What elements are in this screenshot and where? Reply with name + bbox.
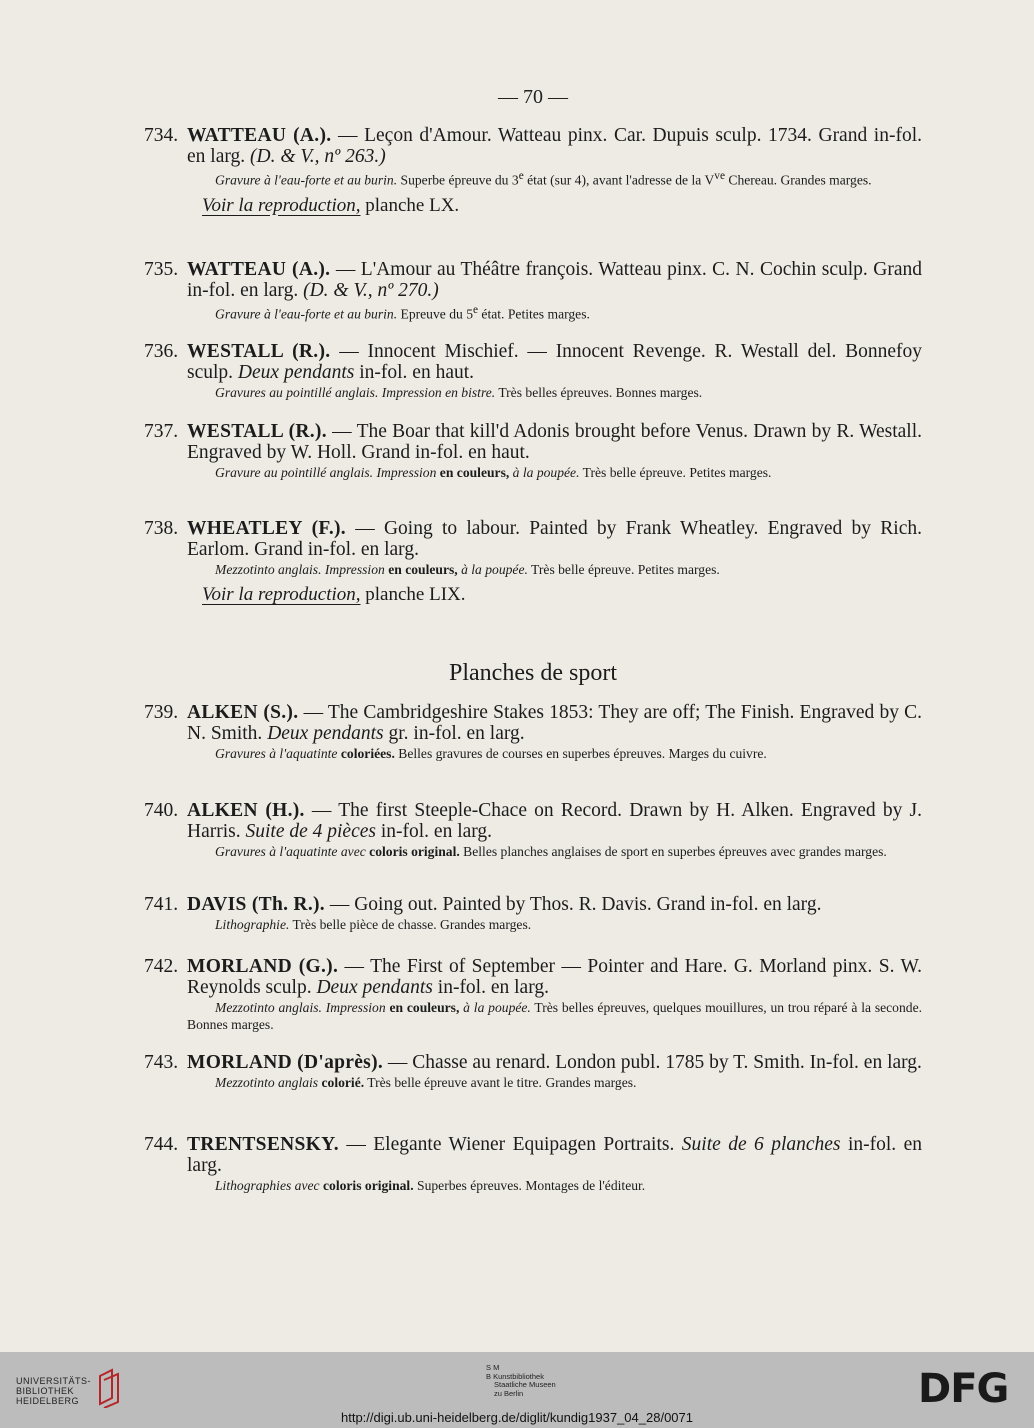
voir-link: Voir la reproduction, (202, 194, 361, 216)
desc-italic: Gravure au pointillé anglais. Impression (215, 465, 437, 480)
entry-heading (144, 956, 922, 998)
entry-heading (144, 1052, 922, 1073)
artist-name: MORLAND (D'après). (187, 1052, 384, 1073)
desc-bold: en couleurs, (385, 1000, 460, 1015)
desc-italic: à la poupée. (509, 465, 580, 480)
entry-title: — Leçon d'Amour. Watteau pinx. Car. Dupuis sculp. 1734. Grand in-fol. en larg. (187, 125, 922, 167)
catalog-entry-734 (144, 125, 922, 217)
entry-format-italic: Suite de 6 planches (681, 1134, 841, 1155)
planche-label: planche LX. (360, 194, 460, 216)
desc-italic: à la poupée. (457, 562, 528, 577)
entry-number: 735. (144, 259, 179, 280)
entry-number: 738. (144, 518, 179, 539)
entry-description (144, 843, 922, 860)
entry-description (144, 561, 922, 578)
desc-italic: Mezzotinto anglais. Impression (215, 1000, 386, 1015)
desc-italic: Gravures à l'aquatinte avec (215, 844, 366, 859)
catalog-entry-737 (144, 421, 922, 481)
entry-heading (144, 702, 922, 744)
catalog-entry-740 (144, 800, 922, 860)
desc-bold: en couleurs, (384, 562, 458, 577)
entry-heading (144, 341, 922, 383)
voir-link: Voir la reproduction, (202, 584, 361, 605)
page-url[interactable]: http://digi.ub.uni-heidelberg.de/diglit/kundig1937_04_28/0071 (340, 1410, 693, 1425)
desc-text: Superbe épreuve du 3 (397, 172, 519, 188)
desc-text: Belles gravures de courses en superbes épreuves. Marges du cuivre. (394, 746, 767, 761)
entry-number: 739. (144, 702, 179, 723)
entry-heading (144, 259, 922, 301)
artist-name: WATTEAU (A.). (187, 125, 332, 146)
book-icon (96, 1368, 122, 1408)
reproduction-ref (144, 195, 922, 217)
desc-italic: Mezzotinto anglais. Impression (215, 562, 385, 577)
desc-text: Très belle pièce de chasse. Grandes marges. (289, 917, 532, 932)
entry-format-italic: Deux pendants (237, 362, 355, 383)
entry-format-italic: Deux pendants (316, 977, 433, 998)
entry-heading (144, 125, 922, 167)
entry-number: 741. (144, 894, 179, 915)
entry-number: 742. (144, 956, 179, 977)
desc-text: état. Petites marges. (478, 306, 590, 322)
desc-bold: coloris original. (319, 1178, 414, 1193)
desc-text: Superbes épreuves. Montages de l'éditeur. (413, 1178, 646, 1193)
desc-text: Epreuve du 5 (397, 306, 473, 322)
catalog-entry-743 (144, 1052, 922, 1091)
entry-number: 743. (144, 1052, 179, 1073)
artist-name: DAVIS (Th. R.). (187, 894, 325, 915)
entry-heading (144, 800, 922, 842)
smb-kunstbibliothek-logo[interactable] (486, 1364, 556, 1398)
entry-title: — Going to labour. Painted by Frank Wheatley. Engraved by Rich. Earlom. Grand in-fol. en larg. (187, 518, 922, 560)
desc-bold: coloris original. (365, 844, 460, 859)
catalog-entry-736 (144, 341, 922, 401)
desc-italic: Mezzotinto anglais (215, 1075, 319, 1090)
entry-reference: (D. & V., nº 263.) (250, 146, 386, 167)
museum-line: zu Berlin (494, 1388, 524, 1398)
desc-text: Belles planches anglaises de sport en superbes épreuves avec grandes marges. (459, 844, 887, 859)
entry-title: — The Boar that kill'd Adonis brought before Venus. Drawn by R. Westall. Engraved by W. Holl. Grand in-fol. en haut. (187, 421, 922, 463)
desc-text: Très belle épreuve avant le titre. Grandes marges. (364, 1075, 637, 1090)
desc-superscript: e (518, 170, 524, 182)
entry-description (144, 302, 922, 323)
section-title: Planches de sport (449, 660, 617, 686)
desc-italic: Gravures à l'aquatinte (215, 746, 338, 761)
desc-italic: Gravure à l'eau-forte et au burin. (215, 306, 398, 322)
entry-description (144, 1074, 922, 1091)
entry-format: in-fol. en larg. (187, 1134, 922, 1176)
entry-title: — L'Amour au Théâtre françois. Watteau pinx. C. N. Cochin sculp. Grand in-fol. en larg. (187, 259, 922, 301)
desc-italic: Gravures au pointillé anglais. Impression en bistre. (215, 385, 496, 400)
catalog-entry-744 (144, 1134, 922, 1194)
entry-number: 744. (144, 1134, 179, 1155)
desc-text: Très belles épreuves. Bonnes marges. (495, 385, 703, 400)
entry-format: gr. in-fol. en larg. (383, 723, 525, 744)
desc-bold: colorié. (318, 1075, 365, 1090)
artist-name: WHEATLEY (F.). (187, 518, 346, 539)
desc-text: Très belles épreuves, quelques mouillures, un trou réparé à la seconde. Bonnes marges. (187, 1000, 923, 1032)
catalog-entry-741 (144, 894, 922, 933)
reproduction-ref (144, 584, 922, 606)
page-number: — 70 — (498, 86, 568, 108)
entry-heading (144, 421, 922, 463)
desc-superscript: e (473, 304, 479, 316)
museum-line: S M (486, 1363, 500, 1372)
entry-heading (144, 894, 922, 915)
entry-format-italic: Suite de 4 pièces (245, 821, 376, 842)
entry-reference: (D. & V., nº 270.) (303, 280, 439, 301)
entry-title: — Innocent Mischief. — Innocent Revenge. R. Westall del. Bonnefoy sculp. (187, 341, 922, 383)
catalog-entry-742 (144, 956, 922, 1033)
catalog-entry-739 (144, 702, 922, 762)
entry-number: 734. (144, 125, 179, 146)
museum-line: B Kunstbibliothek (486, 1371, 544, 1381)
catalog-entry-738 (144, 518, 922, 606)
library-line: HEIDELBERG (16, 1396, 80, 1406)
entry-heading (144, 1134, 922, 1176)
entry-format-italic: Deux pendants (267, 723, 384, 744)
planche-label: planche LIX. (360, 584, 466, 605)
entry-description (144, 1177, 922, 1194)
entry-description (144, 916, 922, 933)
desc-text: Très belle épreuve. Petites marges. (579, 465, 772, 480)
desc-italic: à la poupée. (459, 1000, 531, 1015)
desc-bold: en couleurs, (436, 465, 510, 480)
entry-format: in-fol. en haut. (354, 362, 475, 383)
artist-name: ALKEN (S.). (187, 702, 299, 723)
library-line: UNIVERSITÄTS- (16, 1376, 92, 1386)
artist-name: ALKEN (H.). (187, 800, 305, 821)
desc-text: Chereau. Grandes marges. (724, 172, 872, 188)
library-line: BIBLIOTHEK (16, 1386, 75, 1396)
artist-name: WESTALL (R.). (187, 421, 327, 442)
entry-title: — The first Steeple-Chace on Record. Drawn by H. Alken. Engraved by J. Harris. (187, 800, 922, 842)
desc-text: état (sur 4), avant l'adresse de la V (523, 172, 715, 188)
catalog-entry-735 (144, 259, 922, 323)
desc-text: Très belle épreuve. Petites marges. (527, 562, 720, 577)
entry-description (144, 384, 922, 401)
entry-format: in-fol. en larg. (432, 977, 549, 998)
museum-line: Staatliche Museen (494, 1380, 556, 1389)
entry-title: — Elegante Wiener Equipagen Portraits. (338, 1134, 682, 1155)
entry-description (144, 745, 922, 762)
entry-description (144, 464, 922, 481)
desc-italic: Lithographie. (215, 917, 290, 932)
entry-title: — The First of September — Pointer and Hare. G. Morland pinx. S. W. Reynolds sculp. (187, 956, 922, 998)
entry-number: 740. (144, 800, 179, 821)
viewer-footer (0, 1352, 1034, 1428)
entry-title: — Chasse au renard. London publ. 1785 by T. Smith. In-fol. en larg. (383, 1052, 922, 1073)
entry-description (144, 168, 922, 189)
entry-number: 736. (144, 341, 179, 362)
entry-format: in-fol. en larg. (375, 821, 493, 842)
entry-heading (144, 518, 922, 560)
desc-italic: Lithographies avec (215, 1178, 320, 1193)
desc-italic: Gravure à l'eau-forte et au burin. (215, 172, 398, 188)
entry-number: 737. (144, 421, 179, 442)
entry-description (144, 999, 922, 1033)
dfg-logo[interactable]: DFG (918, 1366, 1009, 1412)
heidelberg-library-logo[interactable] (16, 1376, 91, 1406)
artist-name: WESTALL (R.). (187, 341, 331, 362)
entry-title: — The Cambridgeshire Stakes 1853: They are off; The Finish. Engraved by C. N. Smith. (187, 702, 922, 744)
desc-superscript: ve (714, 170, 725, 182)
artist-name: WATTEAU (A.). (187, 259, 331, 280)
artist-name: TRENTSENSKY. (187, 1134, 339, 1155)
desc-bold: coloriées. (337, 746, 395, 761)
artist-name: MORLAND (G.). (187, 956, 339, 977)
entry-title: — Going out. Painted by Thos. R. Davis. Grand in-fol. en larg. (324, 894, 822, 915)
